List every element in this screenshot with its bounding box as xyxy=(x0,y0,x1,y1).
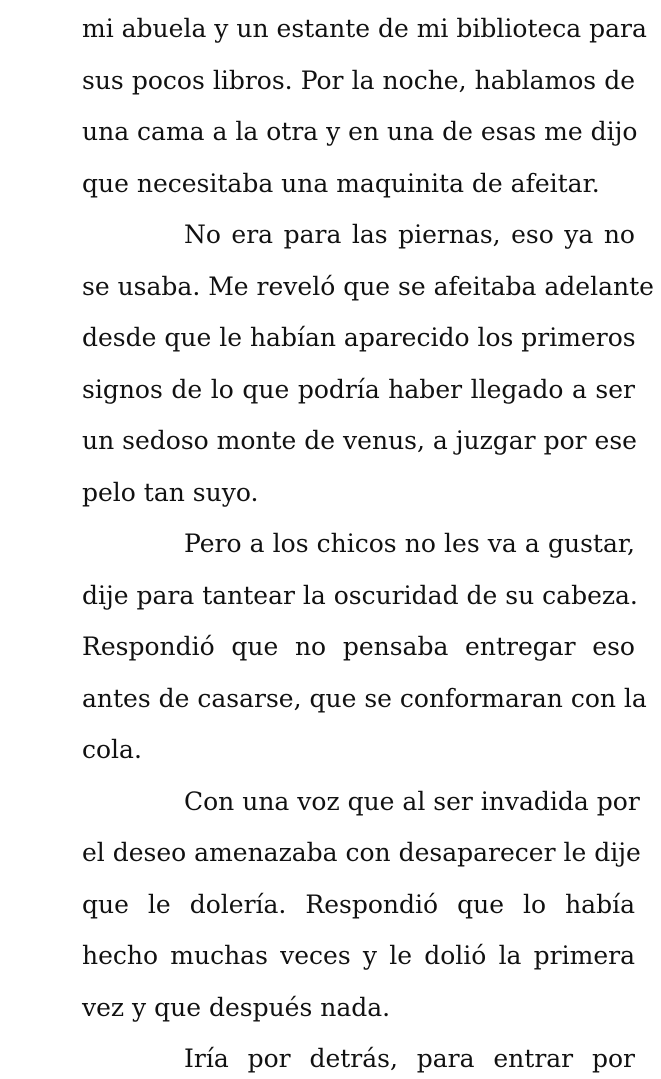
text-line: el deseo amenazaba con desaparecer le dije xyxy=(82,838,641,867)
text-line: Respondió que no pensaba entregar eso xyxy=(82,632,635,661)
text-line: cola. xyxy=(82,735,142,764)
text-line: vez y que después nada. xyxy=(82,992,391,1022)
text-line: hecho muchas veces y le dolió la primera xyxy=(82,941,635,970)
text-line: dije para tantear la oscuridad de su cabeza. xyxy=(82,580,638,610)
text-line: antes de casarse, que se conformaran con la xyxy=(82,683,647,713)
body-text xyxy=(82,3,654,1079)
text-line: se usaba. Me reveló que se afeitaba adelante xyxy=(82,271,654,301)
text-line: desde que le habían aparecido los primeros xyxy=(82,323,636,352)
paragraph-first-line: Pero a los chicos no les va a gustar, xyxy=(184,529,635,558)
text-line: signos de lo que podría haber llegado a ser xyxy=(82,374,635,404)
text-line: una cama a la otra y en una de esas me dijo xyxy=(82,117,638,146)
text-line: sus pocos libros. Por la noche, hablamos de xyxy=(82,65,635,95)
text-line: un sedoso monte de venus, a juzgar por ese xyxy=(82,426,637,455)
text-line: pelo tan suyo. xyxy=(82,477,259,507)
text-line: mi abuela y un estante de mi biblioteca para xyxy=(82,14,647,43)
paragraph-first-line: No era para las piernas, eso ya no xyxy=(184,220,635,249)
text-line: que le dolería. Respondió que lo había xyxy=(82,889,635,919)
paragraph-first-line: Iría por detrás, para entrar por xyxy=(184,1044,635,1073)
paragraph-first-line: Con una voz que al ser invadida por xyxy=(184,786,640,816)
text-line: que necesitaba una maquinita de afeitar. xyxy=(82,168,600,198)
